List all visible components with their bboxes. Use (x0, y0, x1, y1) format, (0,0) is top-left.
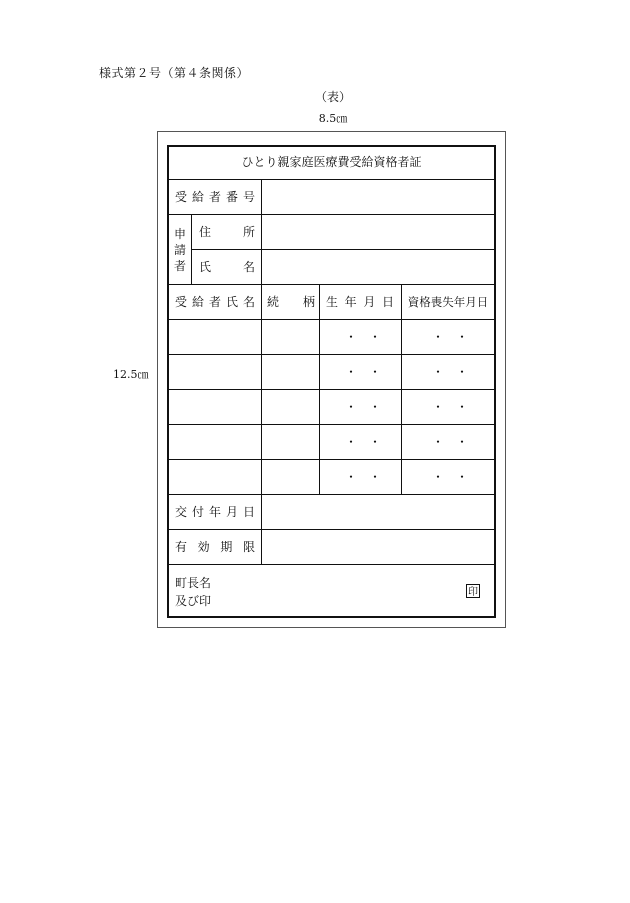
seal-mark-icon (466, 584, 480, 598)
loss-date-placeholder: ・ ・ (432, 330, 469, 344)
card-title: ひとり親家庭医療費受給資格者証 (241, 155, 422, 169)
birth-date-placeholder: ・ ・ (345, 435, 382, 449)
height-dimension: 12.5㎝ (113, 368, 149, 381)
column-divider (261, 284, 262, 494)
issue-date-label: 交 付 年 月 日 (175, 505, 255, 519)
mayor-label: 町長名 及び印 (175, 576, 212, 608)
loss-date-header: 資格喪失年月日 (407, 295, 489, 309)
row-divider (169, 284, 494, 285)
column-divider (401, 284, 402, 494)
birth-date-placeholder: ・ ・ (345, 470, 382, 484)
width-dimension: 8.5㎝ (318, 112, 348, 125)
address-label: 住 所 (199, 225, 255, 239)
row-divider (169, 319, 494, 320)
svg-text:印: 印 (468, 587, 478, 598)
column-divider (261, 494, 262, 564)
birth-date-placeholder: ・ ・ (345, 365, 382, 379)
row-divider (169, 179, 494, 180)
row-divider (169, 529, 494, 530)
recipient-number-label: 受 給 者 番 号 (175, 190, 255, 204)
birth-date-header: 生 年 月 日 (326, 295, 394, 309)
birth-date-placeholder: ・ ・ (345, 400, 382, 414)
birth-date-placeholder: ・ ・ (345, 330, 382, 344)
row-divider (169, 564, 494, 565)
relationship-header: 続 柄 (267, 295, 315, 309)
form-number: 様式第２号（第４条関係） (99, 66, 250, 80)
side-label: （表） (314, 90, 351, 104)
column-divider (319, 284, 320, 494)
name-label: 氏 名 (199, 260, 255, 274)
row-divider (169, 459, 494, 460)
loss-date-placeholder: ・ ・ (432, 435, 469, 449)
row-divider (191, 249, 494, 250)
recipient-name-header: 受 給 者 氏 名 (175, 295, 255, 309)
row-divider (169, 354, 494, 355)
row-divider (169, 424, 494, 425)
column-divider (191, 214, 192, 284)
row-divider (169, 214, 494, 215)
row-divider (169, 389, 494, 390)
applicant-label: 申 請 者 (174, 227, 187, 273)
loss-date-placeholder: ・ ・ (432, 400, 469, 414)
valid-period-label: 有 効 期 限 (175, 540, 255, 554)
loss-date-placeholder: ・ ・ (432, 470, 469, 484)
row-divider (169, 494, 494, 495)
column-divider (261, 179, 262, 284)
loss-date-placeholder: ・ ・ (432, 365, 469, 379)
